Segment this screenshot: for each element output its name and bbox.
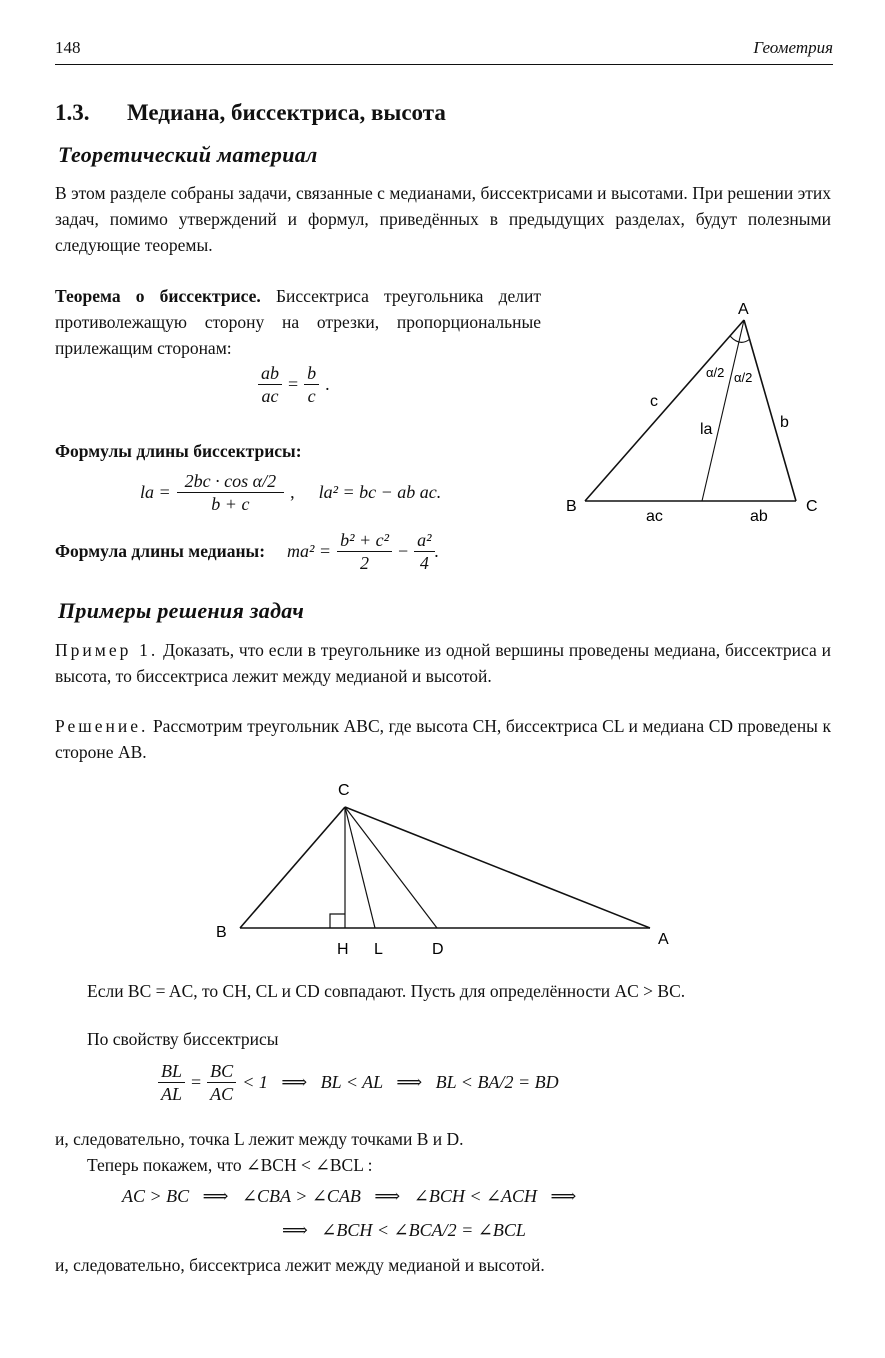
label-seg-ab: ab (750, 508, 768, 525)
right-angle-mark (330, 914, 345, 928)
label-half-angle-right: α/2 (734, 370, 753, 385)
label-vertex-b: B (566, 498, 577, 515)
bisector-cl-line (345, 807, 375, 928)
bisector-formulas-title: Формулы длины биссектрисы: (55, 441, 302, 461)
proof-line-4: Теперь покажем, что ∠BCH < ∠BCL : (87, 1155, 373, 1175)
proof-line-1: Если BC = AC, то CH, CL и CD совпадают. Пусть для определённости AC > BC. (87, 981, 686, 1001)
pf1-den1: AL (161, 1084, 183, 1104)
bisector-formula-2: la² = bc − ab ac. (318, 482, 442, 502)
figure-bisector-triangle (560, 295, 830, 525)
median-title: Формула длины медианы: (55, 541, 266, 561)
proof-line-5: и, следовательно, биссектриса лежит между медианой и высотой. (55, 1255, 545, 1275)
median-lhs: ma² = (287, 541, 332, 561)
side-b-line (744, 320, 796, 501)
ratio-rhs-num: b (304, 362, 319, 385)
label-half-angle-left: α/2 (706, 365, 725, 380)
example-text: Доказать, что если в треугольнике из одной вершины проведены медиана, биссектриса и высота, то биссектриса лежит между медианой и высотой. (55, 640, 831, 686)
label-seg-ac: ac (646, 508, 663, 525)
bisector-lhs: la = (140, 482, 171, 502)
bisector-theorem (55, 283, 541, 361)
pf1-num1: BL (158, 1060, 185, 1083)
side-cb-line (240, 807, 345, 928)
label-h: H (337, 941, 349, 958)
bisector-den: b + c (211, 494, 250, 514)
bisector-line (702, 320, 744, 501)
page-header (55, 36, 833, 65)
running-title: Геометрия (753, 38, 833, 57)
theorem-title: Теорема о биссектрисе. (55, 286, 261, 306)
proof-formula-3: ⟹ ∠BCH < ∠BCA/2 = ∠BCL (282, 1220, 526, 1240)
theory-heading: Теоретический материал (58, 142, 318, 167)
ratio-lhs-den: ac (261, 386, 279, 406)
bisector-num: 2bc · cos α/2 (177, 470, 284, 493)
label-side-c: c (650, 393, 658, 410)
solution-label: Решение. (55, 716, 149, 736)
theorem-text: Биссектриса треугольника делит противолежащую сторону на отрезки, пропорциональные прилежащим сторонам: (55, 286, 542, 358)
example-label: Пример 1. (55, 640, 159, 660)
pf1-num2: BC (207, 1060, 236, 1083)
label-l: L (374, 941, 383, 958)
median-minus: − (398, 541, 409, 561)
median-num: b² + c² (337, 529, 392, 552)
median-den2: 4 (419, 553, 429, 573)
ratio-lhs-num: ab (258, 362, 282, 385)
ratio-formula: $\frac{ab}{ac}$ = $\frac{b}{c}$ . (258, 362, 336, 407)
proof-formula-1: $\frac{BL}{AL}$ = $\frac{BC}{AC}$ < 1 ⟹ BL < AL ⟹ BL < BA/2 = BD (158, 1060, 559, 1105)
page-number: 148 (55, 38, 81, 57)
label-c: C (338, 782, 350, 799)
proof-line-2: По свойству биссектрисы (87, 1029, 279, 1049)
bisector-formulas: la = $\frac{\text{2bc · cos α/2}}{b + c}$ , la² = bc − ab ac. (140, 471, 442, 514)
median-den: 2 (360, 553, 370, 573)
section-number: 1.3. (55, 100, 90, 125)
label-bisector: la (700, 421, 713, 438)
solution (55, 713, 831, 765)
proof-formula-2: AC > BC ⟹ ∠CBA > ∠CAB ⟹ ∠BCH < ∠ACH ⟹ (122, 1186, 577, 1206)
label-vertex-a: A (738, 301, 749, 318)
median-formula-row: Формула длины медианы: ma² = $\frac{\text{b² + c²}}{2}$ − $\frac{\text{a²}}{4}$ . (55, 530, 440, 573)
label-a: A (658, 931, 669, 948)
label-side-b: b (780, 414, 789, 431)
label-b: B (216, 924, 227, 941)
pf1-rest: < 1 ⟹ BL < AL ⟹ BL < BA/2 = BD (242, 1072, 559, 1092)
label-d: D (432, 941, 444, 958)
example-1 (55, 637, 831, 689)
section-name: Медиана, биссектриса, высота (127, 100, 446, 125)
figure-median-bisector-height (200, 772, 690, 962)
pf1-den2: AC (210, 1084, 234, 1104)
ratio-rhs-den: c (307, 386, 316, 406)
theory-intro: В этом разделе собраны задачи, связанные с медианами, биссектрисами и высотами. При решении этих задач, помимо утверждений и формул, приведённых в предыдущих разделах, будут полезными следующие теоремы. (55, 183, 831, 255)
section-title (55, 100, 446, 126)
solution-text: Рассмотрим треугольник ABC, где высота CH, биссектриса CL и медиана CD проведены к стороне AB. (55, 716, 832, 762)
proof-line-3: и, следовательно, точка L лежит между точками B и D. (55, 1129, 464, 1149)
median-num2: a² (414, 529, 434, 552)
label-vertex-c: C (806, 498, 818, 515)
examples-heading: Примеры решения задач (58, 598, 305, 623)
side-c-line (585, 320, 744, 501)
